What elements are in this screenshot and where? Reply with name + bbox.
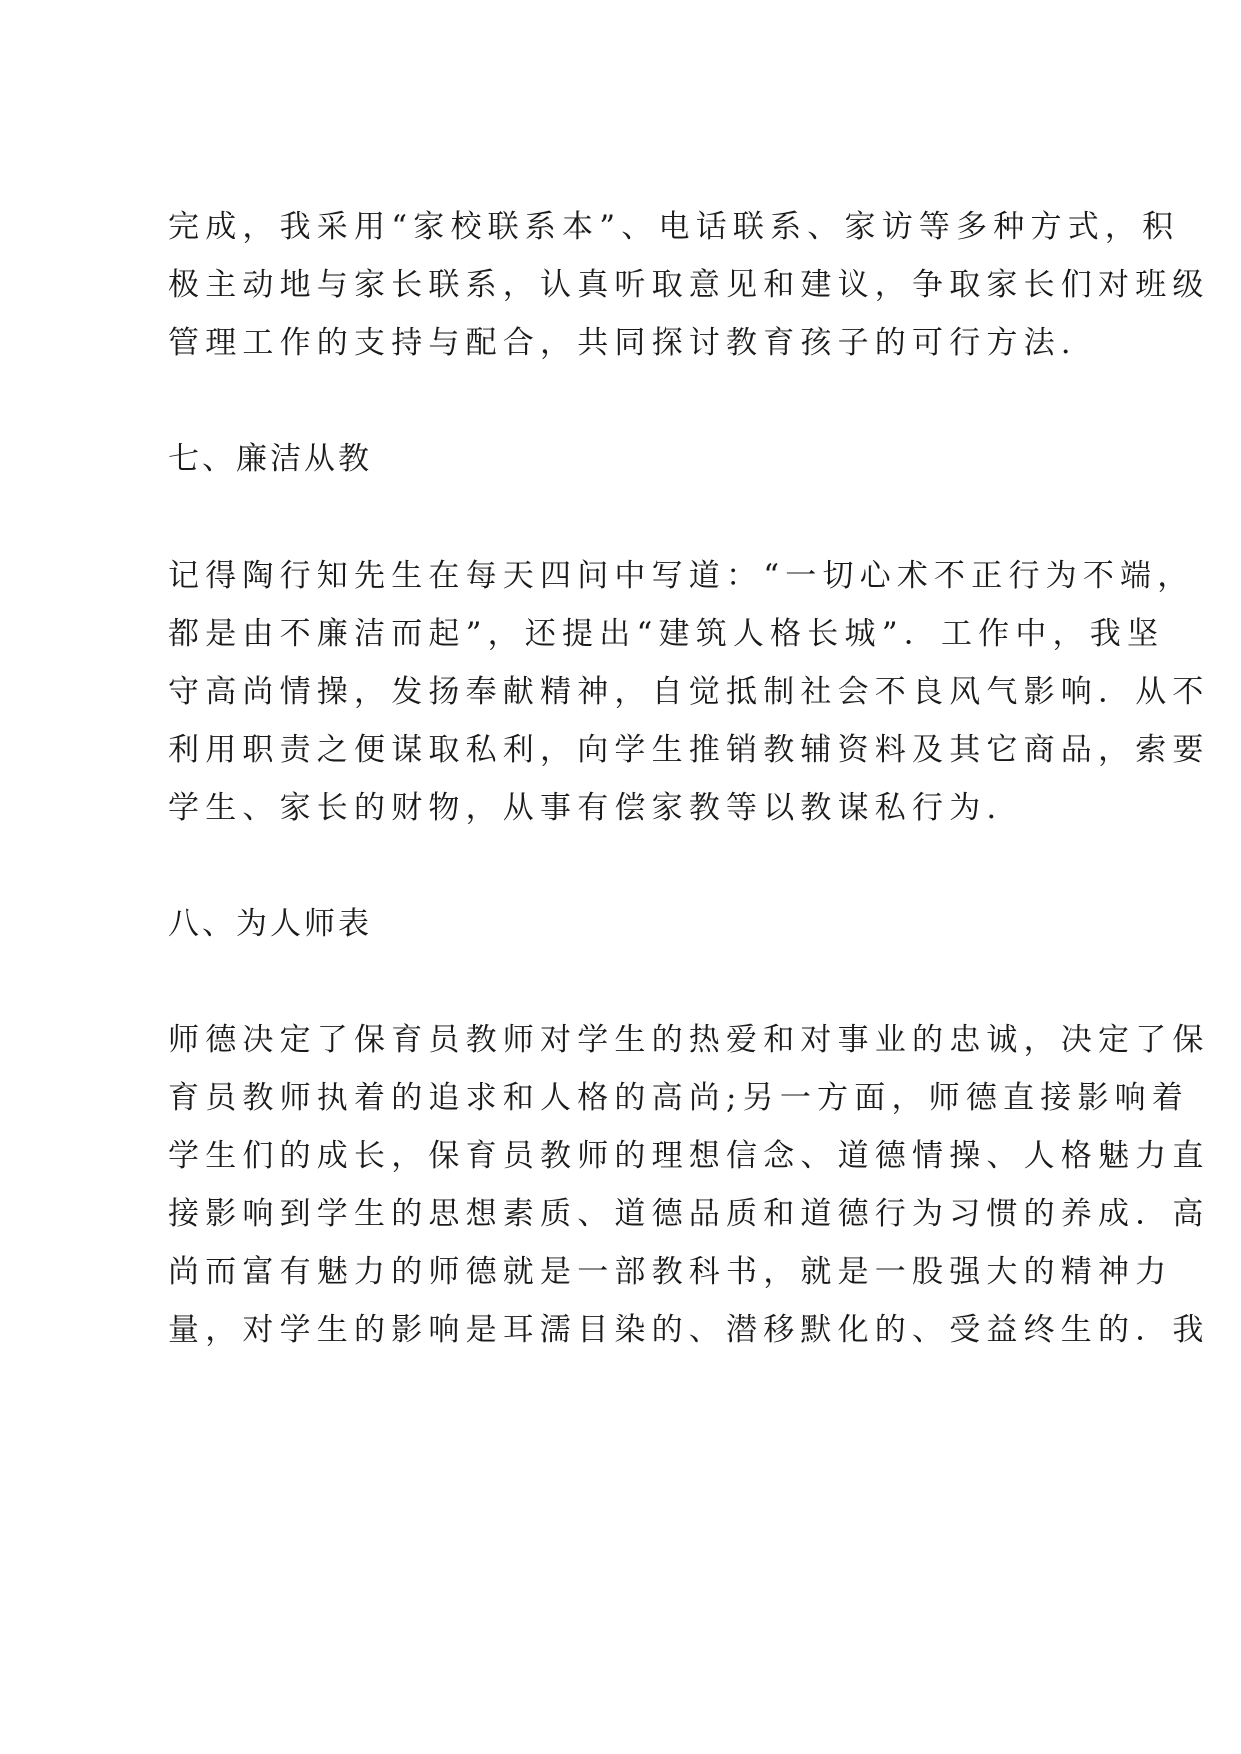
paragraph-line: 量，对学生的影响是耳濡目染的、潜移默化的、受益终生的．我: [168, 1312, 1210, 1348]
paragraph-line: 学生、家长的财物，从事有偿家教等以教谋私行为.: [168, 790, 1003, 826]
section-heading-7: 七、廉洁从教: [168, 441, 372, 477]
paragraph-line: 师德决定了保育员教师对学生的热爱和对事业的忠诚，决定了保: [168, 1022, 1210, 1058]
paragraph-line: 接影响到学生的思想素质、道德品质和道德行为习惯的养成．高: [168, 1196, 1210, 1232]
section-heading-8: 八、为人师表: [168, 906, 372, 942]
paragraph-line: 利用职责之便谋取私利，向学生推销教辅资料及其它商品，索要: [168, 732, 1210, 768]
paragraph-line: 尚而富有魅力的师德就是一部教科书，就是一股强大的精神力: [168, 1254, 1173, 1290]
paragraph-line: 都是由不廉洁而起”，还提出“建筑人格长城”．工作中，我坚: [168, 616, 1165, 652]
paragraph-line: 守高尚情操，发扬奉献精神，自觉抵制社会不良风气影响．从不: [168, 674, 1210, 710]
paragraph-line: 记得陶行知先生在每天四问中写道：“一切心术不正行为不端，: [168, 558, 1195, 594]
paragraph-line: 育员教师执着的追求和人格的高尚;另一方面，师德直接影响着: [168, 1080, 1190, 1116]
paragraph-line: 完成，我采用“家校联系本”、电话联系、家访等多种方式，积: [168, 209, 1180, 245]
paragraph-line: 极主动地与家长联系，认真听取意见和建议，争取家长们对班级: [168, 267, 1210, 303]
paragraph-line: 管理工作的支持与配合，共同探讨教育孩子的可行方法.: [168, 325, 1077, 361]
paragraph-line: 学生们的成长，保育员教师的理想信念、道德情操、人格魅力直: [168, 1138, 1210, 1174]
